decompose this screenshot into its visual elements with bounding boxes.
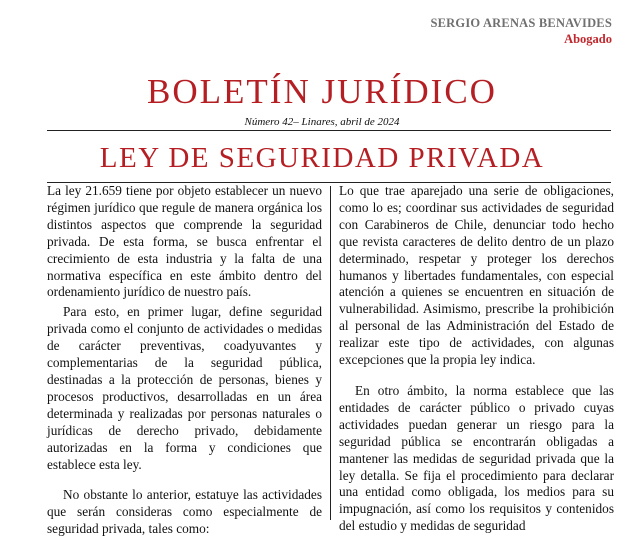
- left-column: [47, 183, 322, 538]
- column-divider: [330, 186, 331, 520]
- right-column: [339, 183, 614, 535]
- author-title: Abogado: [564, 32, 612, 46]
- article-headline: LEY DE SEGURIDAD PRIVADA: [99, 142, 545, 174]
- masthead-title: BOLETÍN JURÍDICO: [147, 72, 497, 111]
- issue-line: Número 42– Linares, abril de 2024: [244, 116, 400, 128]
- author-name: SERGIO ARENAS BENAVIDES: [430, 16, 612, 30]
- paragraph: En otro ámbito, la norma establece que las entidades de carácter público o privado cuyas actividades puedan generar un riesgo para la seguridad pública se encontrarán obligadas a mantener las medidas de seguridad privada que la ley detalla. Se fija el procedimiento para declarar una entidad como obligada, los medios para su impugnación, así como los requisitos y contenidos del estudio y medidas de seguridad: [339, 382, 614, 534]
- top-rule: [47, 130, 611, 131]
- author-block: [430, 15, 612, 47]
- paragraph: Lo que trae aparejado una serie de obligaciones, como lo es; coordinar sus actividades de seguridad con Carabineros de Chile, denunciar todo hecho que revista caracteres de delito dentro de un plazo determinado, respetar y proteger los derechos humanos y libertades fundamentales, con especial atención a quienes se encuentren en situación de vulnerabilidad. Asimismo, prescribe la prohibición al personal de las Administración del Estado de realizar este tipo de actividades, con algunas excepciones que la propia ley indica.: [339, 183, 614, 368]
- paragraph: La ley 21.659 tiene por objeto establecer un nuevo régimen jurídico que regule de manera orgánica los distintos aspectos que comprende la seguridad privada. De esta forma, se busca enfrentar el crecimiento de esta industria y la falta de una normativa específica en este ámbito dentro del ordenamiento jurídico de nuestro país.: [47, 183, 322, 300]
- paragraph: Para esto, en primer lugar, define seguridad privada como el conjunto de actividades o medidas de carácter preventivas, coadyuvantes y complementarias de la seguridad pública, destinadas a la protección de personas, bienes y procesos productivos, desarrolladas en un área determinada y realizadas por personas naturales o jurídicas de derecho privado, debidamente autorizadas en la forma y condiciones que establece esta ley.: [47, 304, 322, 472]
- paragraph: No obstante lo anterior, estatuye las actividades que serán consideras como especialmente de seguridad privada, tales como:: [47, 487, 322, 537]
